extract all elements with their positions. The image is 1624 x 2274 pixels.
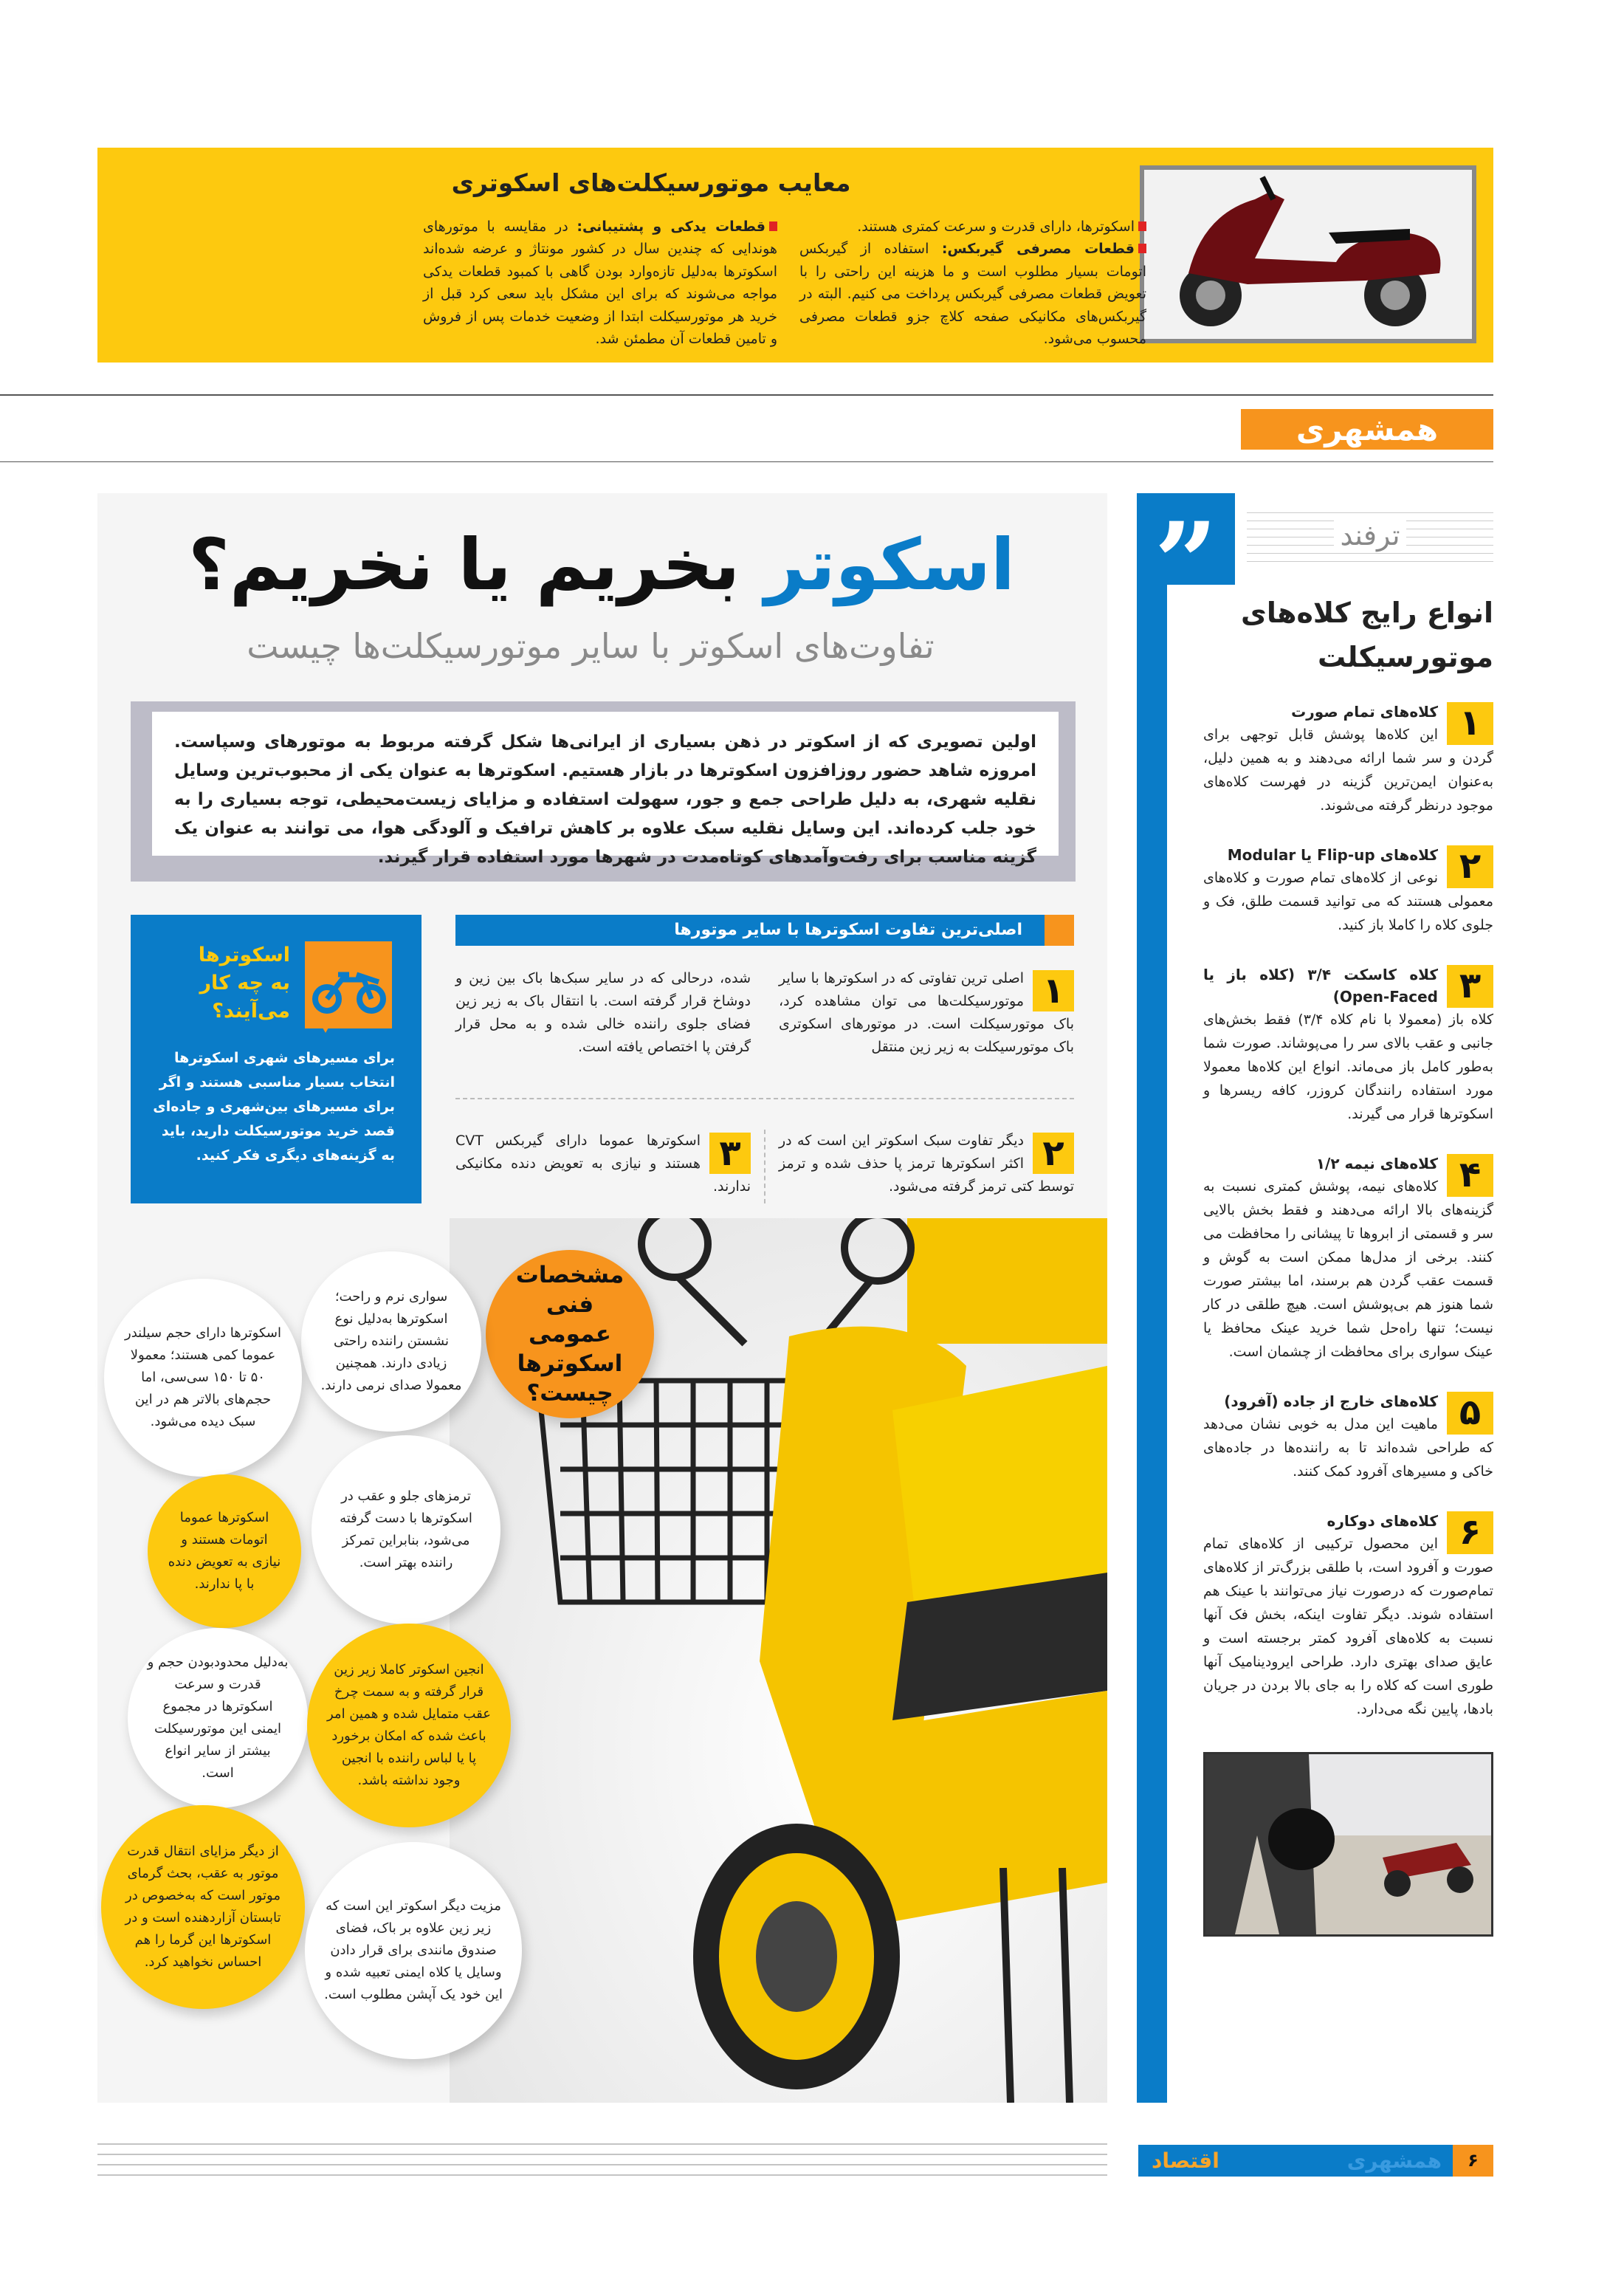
- sidebar-accent-bar: [1137, 493, 1167, 2103]
- helmet-title: کلاه‌های تمام صورت: [1291, 703, 1438, 721]
- bullet-square-icon: [1138, 221, 1146, 231]
- title-accent: اسکوتر: [764, 523, 1015, 606]
- helmet-text: این کلاه‌ها پوشش قابل توجهی برای گردن و سر شما ارائه می‌دهند و به همین دلیل، به‌عنوان ایمن‌ترین گزینه در فهرست کلاه‌های موجود درنظر گرفته می‌شوند.: [1203, 726, 1493, 814]
- drawback-item: [799, 216, 1146, 238]
- number-badge: ۲: [1033, 1133, 1074, 1174]
- difference-item-1-continued: [455, 967, 751, 1059]
- footer-bar: [1138, 2145, 1493, 2177]
- difference-item-3: [455, 1130, 751, 1198]
- title-rest: بخریم یا نخریم؟: [188, 523, 765, 606]
- differences-header: [455, 915, 1074, 946]
- difference-text: اسکوترها عموما دارای گیربکس CVT هستند و نیازی به تعویض دنده مکانیکی ندارند.: [455, 1133, 751, 1195]
- footer-brand: همشهری: [1346, 2148, 1442, 2173]
- number-badge: ۵: [1447, 1392, 1493, 1435]
- scooter-drawbacks-box: [97, 148, 1493, 363]
- article-subtitle: تفاوت‌های اسکوتر با سایر موتورسیکلت‌ها چیست: [247, 626, 935, 666]
- yellow-scooter-photo: [125, 1218, 1107, 2103]
- drawback-text: استفاده از گیربکس اتومات بسیار مطلوب است و ما هزینه این راحتی را با تعویض قطعات مصرفی گیربکس پرداخت می کنیم. البته در گیربکس‌های مکانیکی صفحه کلاچ جزو قطعات مصرفی محسوب می‌شود.: [799, 241, 1146, 347]
- drawbacks-left-column: [423, 216, 777, 350]
- footer-section: اقتصاد: [1152, 2148, 1219, 2173]
- drawback-item: [799, 238, 1146, 350]
- number-badge: ۳: [1447, 965, 1493, 1008]
- divider: [0, 461, 1493, 462]
- difference-item-2: [779, 1130, 1074, 1198]
- divider: [0, 394, 1493, 396]
- motorcycle-icon: [305, 941, 392, 1028]
- spec-circle: اسکوترها عموما اتومات هستند و نیازی به تعویض دنده با پا ندارند.: [148, 1474, 301, 1628]
- spec-circle: ترمزهای جلو و عقب در اسکوترها با دست گرفته می‌شود، بنابراین تمرکز راننده بهتر است.: [312, 1435, 500, 1624]
- helmet-text: کلاه باز (معمولا با نام کلاه ۳/۴) فقط بخش‌های جانبی و عقب بالای سر را می‌پوشاند. صورت شما به‌طور کامل باز می‌ماند. انواع این کلاه‌ها معمولا مورد استفاده رانندگان کروزر، کافه ریسرها و اسکوترها قرار می گیرند.: [1203, 1011, 1493, 1122]
- helmet-item-3: [1203, 963, 1493, 1126]
- helmet-item-5: [1203, 1390, 1493, 1483]
- spec-circle: انجین اسکوتر کاملا زیر زین قرار گرفته و به سمت چرخ عقب متمایل شده و همین امر باعث شده که امکان برخورد پا یا لباس راننده با انجین وجود نداشته باشد.: [307, 1624, 511, 1827]
- intro-box: [131, 701, 1076, 882]
- hamshahri-logo: همشهری: [1241, 409, 1493, 450]
- helmet-text: این محصول ترکیبی از کلاه‌های تمام صورت و آفرود است، با طلقی بزرگ‌تر از کلاه‌های تمام‌صورت که درصورت نیاز می‌توانند با عینک هم استفاده شوند. دیگر تفاوت اینکه، بخش فک آنها نسبت به کلاه‌های آفرود کمتر برجسته است و عایق صدای بهتری دارد. طراحی ایرودینامیک آنها طوری است که کلاه را به جای بالا بردن در جریان بادها، پایین نگه می‌دارد.: [1203, 1536, 1493, 1717]
- drawback-text: اسکوترها، دارای قدرت و سرعت کمتری هستند.: [857, 219, 1135, 235]
- drawback-label: قطعات مصرفی گیربکس:: [941, 241, 1135, 258]
- helmet-title: کلاه‌های دوکاره: [1327, 1512, 1438, 1530]
- difference-text: دیگر تفاوت سبک اسکوتر این است که در اکثر اسکوترها ترمز پا حذف شده و ترمز توسط کتی ترمز گرفته می‌شود.: [779, 1133, 1074, 1195]
- bullet-square-icon: [769, 221, 777, 231]
- helmet-text: ماهیت این مدل به خوبی نشان می‌دهد که طراحی شده‌اند تا به راننده‌ها در جاده‌های خاکی و مسیرهای آفرود کمک کنند.: [1203, 1416, 1493, 1480]
- helmet-text: نوعی از کلاه‌های تمام صورت و کلاه‌های معمولی هستند که می توانید قسمت طلق، فک و جلوی کلاه را کاملا باز کنید.: [1203, 870, 1493, 933]
- number-badge: ۴: [1447, 1154, 1493, 1197]
- number-badge: ۳: [709, 1133, 751, 1174]
- helmet-item-4: [1203, 1153, 1493, 1364]
- specs-title-circle: مشخصات فنی عمومی اسکوترها چیست؟: [486, 1250, 654, 1418]
- spec-circle: به‌دلیل محدودبودن حجم و قدرت و سرعت اسکوترها در مجموع ایمنی این موتورسیکلت بیشتر از سایر انواع است.: [128, 1628, 308, 1808]
- spec-circle: از دیگر مزایای انتقال قدرت موتور به عقب، بحث گرمای موتور است که به‌خصوص در تابستان آزاردهنده است و در اسکوترها این گرما را هم احساس نخواهید کرد.: [101, 1805, 305, 2009]
- number-badge: ۱: [1447, 702, 1493, 745]
- footer-dotted-lines: [97, 2143, 1107, 2177]
- drawback-item: [423, 216, 777, 350]
- helmet-title: کلاه‌های نیمه ۱/۲: [1315, 1155, 1438, 1172]
- spec-circle: اسکوترها دارای حجم سیلندر عموما کمی هستند؛ معمولا ۵۰ تا ۱۵۰ سی‌سی، اما حجم‌های بالاتر هم در این سبک دیده می‌شود.: [104, 1279, 302, 1477]
- intro-text: اولین تصویری که از اسکوتر در ذهن بسیاری از ایرانی‌ها شکل گرفته مربوط به موتورهای وسپاست. امروزه شاهد حضور روزافزون اسکوترها در بازار هستیم. اسکوترها به عنوان یکی از محبوب‌ترین وسایل نقلیه شهری، به دلیل طراحی جمع و جور، سهولت استفاده و مزایای زیست‌محیطی، توجه بسیاری را به خود جلب کرده‌اند. این وسایل نقلیه سبک علاوه بر کاهش ترافیک و آلودگی هوا، می توانند به عنوان یک گزینه مناسب برای رفت‌وآمدهای کوتاه‌مدت در شهرها مورد استفاده قرار گیرند.: [152, 712, 1059, 856]
- scooter-use-title: اسکوترها به چه کار می‌آیند؟: [198, 944, 290, 1023]
- scooter-use-text: برای مسیرهای شهری اسکوترها انتخاب بسیار مناسبی هستند و اگر برای مسیرهای بین‌شهری و جاده‌ای قصد خرید موتورسیکلت دارید، باید به گزینه‌های دیگری فکر کنید.: [153, 1050, 395, 1164]
- number-badge: ۱: [1033, 970, 1074, 1011]
- article-title: [103, 513, 1100, 616]
- drawback-text: در مقایسه با موتورهای هوندایی که چندین سال در کشور مونتاژ و عرضه شده‌اند اسکوترها به‌دلیل تازه‌وارد بودن گاهی با کمبود قطعات یدکی مواجه می‌شوند که برای این مشکل باید سعی کرد قبل از خرید هر موتورسیکلت ابتدا از وضعیت خدمات پس از فروش و تامین قطعات آن مطمئن شد.: [423, 219, 777, 347]
- difference-text: شده، درحالی که در سایر سبک‌ها باک بین زین و دوشاخ قرار گرفته است. با انتقال باک به زیر زین فضای جلوی راننده خالی شده و به محل قرار گرفتن پا اختصاص یافته است.: [455, 970, 751, 1055]
- dashed-divider: [764, 1130, 765, 1203]
- difference-item-1: [779, 967, 1074, 1059]
- differences-header-text: اصلی‌ترین تفاوت اسکوترها با سایر موتورها: [674, 921, 1022, 939]
- helmet-title: کلاه‌های خارج از جاده (آفرود): [1224, 1392, 1438, 1410]
- helmet-title: کلاه‌های Flip-up یا Modular: [1227, 846, 1438, 864]
- difference-text: اصلی ترین تفاوتی که در اسکوترها با سایر موتورسیکلت‌ها می توان مشاهده کرد، باک موتورسیکلت است. در موتورهای اسکوتری باک موتورسیکلت به زیر زین منتقل: [779, 970, 1074, 1055]
- header-marker: [1045, 915, 1074, 946]
- helmet-item-1: [1203, 701, 1493, 817]
- number-badge: ۶: [1447, 1511, 1493, 1554]
- drawbacks-title: معایب موتورسیکلت‌های اسکوتری: [451, 168, 851, 197]
- bullet-square-icon: [1138, 244, 1146, 253]
- sidebar-heading: انواع رایج کلاه‌های موتورسیکلت: [1241, 597, 1493, 673]
- quote-icon: ”: [1137, 493, 1235, 585]
- helmet-title: کلاه کاسکت ۳/۴ (کلاه باز یا Open-Faced): [1203, 966, 1438, 1006]
- spec-circle: سواری نرم و راحت؛ اسکوترها به‌دلیل نوع نشستن راننده راحتی زیادی دارند. همچنین معمولا صدای نرمی دارند.: [301, 1251, 481, 1432]
- dashed-divider: [455, 1098, 1074, 1099]
- helmet-text: کلاه‌های نیمه، پوشش کمتری نسبت به گزینه‌های بالا ارائه می‌دهند و فقط بخش بالایی سر و قسمتی از ابروها تا پیشانی را محافظت می کنند. برخی از مدل‌ها ممکن است به گوش و قسمت عقب گردن هم برسند، اما بیشتر صورت شما هنوز هم بی‌پوشش است. هیچ طلقی در کار نیست؛ تنها راه‌حل شما خرید عینک محافظ یا عینک سواری برای محافظت از چشمان است.: [1203, 1178, 1493, 1360]
- rider-helmet-photo: [1203, 1752, 1493, 1937]
- drawback-label: قطعات یدکی و پشتیبانی:: [577, 219, 765, 235]
- sidebar-label: [1247, 505, 1493, 566]
- drawbacks-right-column: [799, 216, 1146, 350]
- scooter-use-box: [131, 915, 422, 1203]
- number-badge: ۲: [1447, 845, 1493, 888]
- spec-circle: مزیت دیگر اسکوتر این است که زیر زین علاوه بر باک، فضای صندوق مانندی برای قرار دادن وسایل یا کلاه ایمنی تعبیه شده و این خود یک آپشن مطلوب است.: [305, 1842, 522, 2059]
- helmet-list: [1203, 701, 1493, 1937]
- helmet-item-6: [1203, 1510, 1493, 1721]
- sidebar-label-text: ترفند: [1334, 519, 1405, 552]
- helmet-item-2: [1203, 844, 1493, 937]
- page-number: ۶: [1453, 2145, 1493, 2177]
- red-scooter-photo: [1140, 165, 1476, 343]
